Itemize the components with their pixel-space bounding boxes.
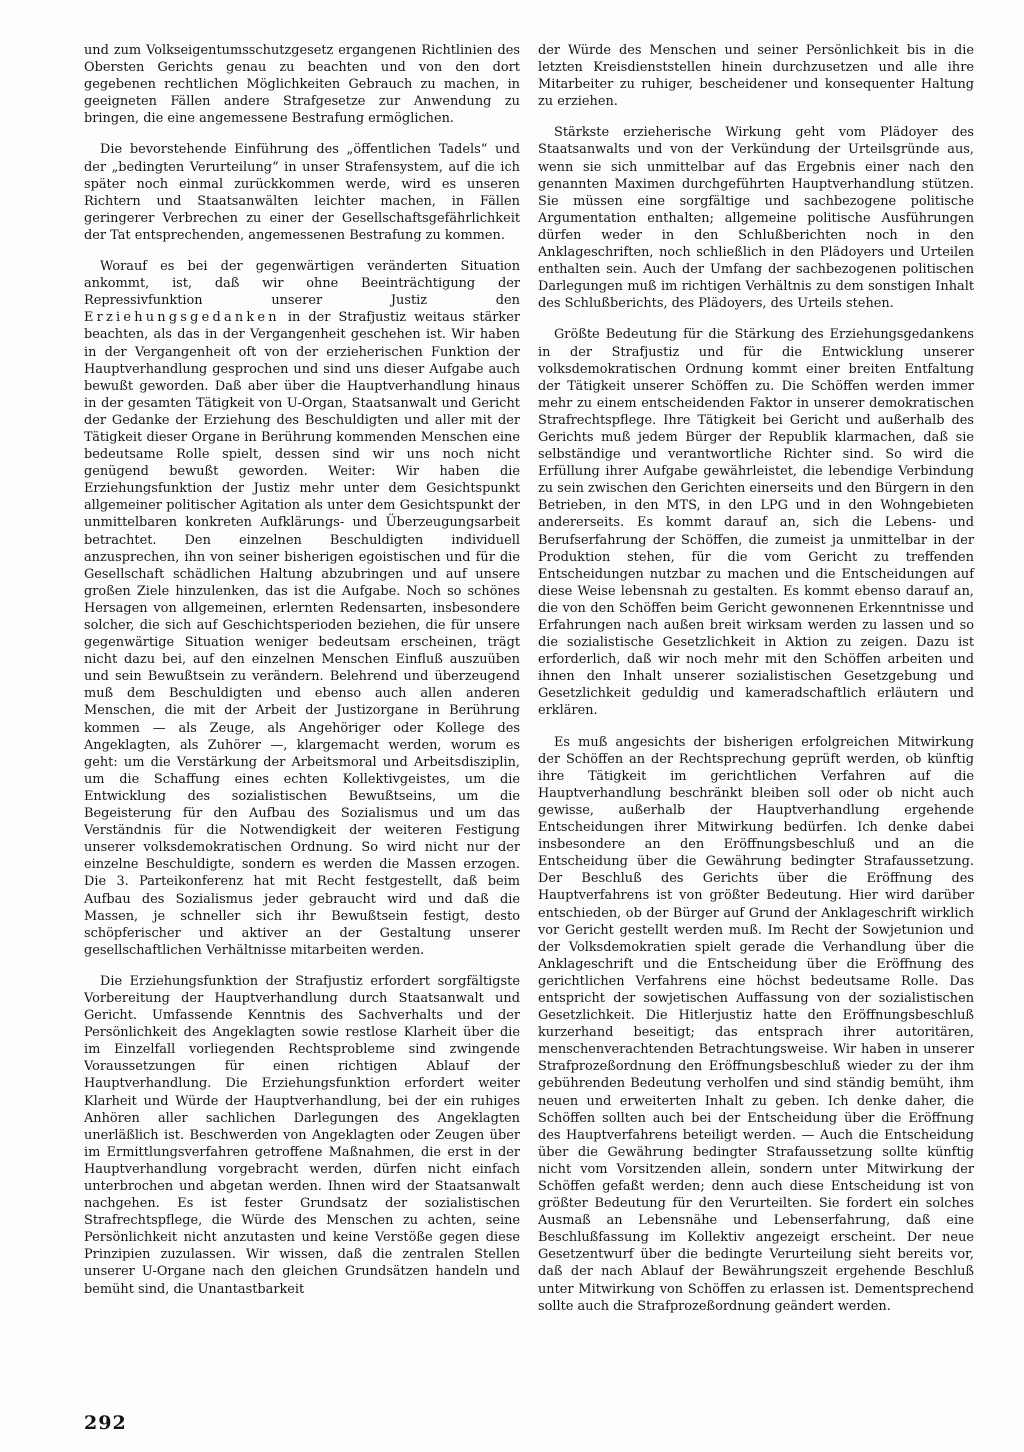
- page-number: 292: [84, 1412, 127, 1434]
- paragraph: und zum Volkseigentumsschutzgesetz ergangenen Richtlinien des Obersten Gerichts genau zu beachten und von den dort gegebenen rechtlichen Möglichkeiten Gebrauch zu machen, in geeigneten Fällen andere Strafgesetze zur Anwendung zu bringen, die eine angemessene Bestrafung ermöglichen.: [84, 43, 520, 127]
- paragraph: [84, 258, 520, 959]
- paragraph: Die Erziehungsfunktion der Strafjustiz erfordert sorgfältigste Vorbereitung der Hauptverhandlung durch Staatsanwalt und Gericht. Umfassende Kenntnis des Sachverhalts und der Persönlichkeit des Angeklagten sowie restlose Klarheit über die im Einzelfall vorliegenden Rechtsprobleme sind zwingende Voraussetzungen für einen richtigen Ablauf der Hauptverhandlung. Die Erziehungsfunktion erfordert weiter Klarheit und Würde der Hauptverhandlung, bei der ein ruhiges Anhören aller sachlichen Darlegungen des Angeklagten unerläßlich ist. Beschwerden von Angeklagten oder Zeugen über im Ermittlungsverfahren getroffene Maßnahmen, die erst in der Hauptverhandlung vorgebracht werden, dürfen nicht einfach unterbrochen und abgetan werden. Ihnen wird der Staatsanwalt nachgehen. Es ist fester Grundsatz der sozialistischen Strafrechtspflege, die Würde des Menschen zu achten, seine Persönlichkeit nicht anzutasten und keine Verstöße gegen diese Prinzipien zuzulassen. Wir wissen, daß die zentralen Stellen unserer U-Organe nach den gleichen Grundsätzen handeln und bemüht sind, die Unantastbarkeit: [84, 973, 520, 1297]
- paragraph: Stärkste erzieherische Wirkung geht vom Plädoyer des Staatsanwalts und von der Verkündung der Urteilsgründe aus, wenn sie sich unmittelbar auf das Ergebnis einer nach den genannten Maximen durchgeführten Hauptverhandlung stützen. Sie müssen eine sorgfältige und sachbezogene politische Argumentation enthalten; allgemeine politische Ausführungen dürfen weder in den Schlußberichten noch in den Anklageschriften, noch schließlich in den Plädoyers und Urteilen enthalten sein. Auch der Umfang der sachbezogenen politischen Darlegungen muß im richtigen Verhältnis zu dem sonstigen Inhalt des Schlußberichts, des Plädoyers, des Urteils stehen.: [538, 125, 974, 312]
- right-column: [538, 42, 974, 1329]
- paragraph: Die bevorstehende Einführung des „öffentlichen Tadels“ und der „bedingten Verurteilung“ in unser Strafensystem, auf die ich später noch einmal zurückkommen werde, wird es unseren Richtern und Staatsanwälten leichter machen, in Fällen geringerer Verbrechen zu einer der Gesellschaftsgefährlichkeit der Tat entsprechenden, angemessenen Bestrafung zu kommen.: [84, 142, 520, 243]
- paragraph: Es muß angesichts der bisherigen erfolgreichen Mitwirkung der Schöffen an der Rechtsprechung geprüft werden, ob künftig ihre Tätigkeit im gerichtlichen Verfahren auf die Hauptverhandlung beschränkt bleiben soll oder ob nicht auch gewisse, außerhalb der Hauptverhandlung ergehende Entscheidungen ihrer Mitwirkung bedürfen. Ich denke dabei insbesondere an den Eröffnungsbeschluß und an die Entscheidung über die Gewährung bedingter Strafaussetzung. Der Beschluß des Gerichts über die Eröffnung des Hauptverfahrens ist von größter Bedeutung. Hier wird darüber entschieden, ob der Bürger auf Grund der Anklageschrift wirklich vor Gericht gestellt werden muß. Im Recht der Sowjetunion und der Volksdemokratien spielt gerade die Verhandlung über die Anklageschrift und die Entscheidung über die Eröffnung des gerichtlichen Verfahrens eine höchst bedeutsame Rolle. Das entspricht der sowjetischen Auffassung von der sozialistischen Gesetzlichkeit. Die Hitlerjustiz hatte den Eröffnungsbeschluß kurzerhand beseitigt; das entsprach ihrer autoritären, menschenverachtenden Betrachtungsweise. Wir haben in unserer Strafprozeßordnung den Eröffnungsbeschluß wieder zu der ihm gebührenden Bedeutung verholfen und sind ständig bemüht, ihm neuen und erweiterten Inhalt zu geben. Ich denke daher, die Schöffen sollten auch bei der Entscheidung über die Eröffnung des Hauptverfahrens beteiligt werden. — Auch die Entscheidung über die Gewährung bedingter Strafaussetzung sollte künftig nicht vom Vorsitzenden allein, sondern unter Mitwirkung der Schöffen gefaßt werden; denn auch diese Entscheidung ist von größter Bedeutung für den Verurteilten. Sie fordert ein solches Ausmaß an Lebensnähe und Lebenserfahrung, daß eine Beschlußfassung im Kollektiv angezeigt erscheint. Der neue Gesetzentwurf über die bedingte Verurteilung sieht bereits vor, daß der nach Ablauf der Bewährungszeit ergehende Beschluß unter Mitwirkung von Schöffen zu erlassen ist. Dementsprechend sollte auch die Strafprozeßordnung geändert werden.: [538, 734, 974, 1314]
- paragraph: der Würde des Menschen und seiner Persönlichkeit bis in die letzten Kreisdienststellen hinein durchzusetzen und alle ihre Mitarbeiter zu ruhiger, bescheidener und konsequenter Haltung zu erziehen.: [538, 43, 974, 110]
- paragraph-text: in der Strafjustiz weitaus stärker beachten, als das in der Vergangenheit geschehen ist. Wir haben in der Vergangenheit oft von der erzieherischen Funktion der Hauptverhandlung gesprochen und sind uns dieser Aufgabe auch bewußt geworden. Daß aber über die Hauptverhandlung hinaus in der gesamten Tätigkeit von U-Organ, Staatsanwalt und Gericht der Gedanke der Erziehung des Beschuldigten und aller mit der Tätigkeit dieser Organe in Berührung kommenden Menschen eine bedeutsame Rolle spielt, dessen sind wir uns noch nicht genügend bewußt geworden. Weiter: Wir haben die Erziehungsfunktion der Justiz mehr unter dem Gesichtspunkt allgemeiner politischer Agitation als unter dem Gesichtspunkt der unmittelbaren konkreten Aufklärungs- und Überzeugungsarbeit betrachtet. Den einzelnen Beschuldigten individuell anzusprechen, ihn von seiner bisherigen egoistischen und für die Gesellschaft schädlichen Haltung abzubringen und auf unsere großen Ziele hinzulenken, das ist die Aufgabe. Noch so schönes Hersagen von allgemeinen, erlernten Redensarten, insbesondere solcher, die sich auf Geschichtsperioden beziehen, die für unsere gegenwärtige Situation weniger bedeutsam erscheinen, trägt nicht dazu bei, auf den einzelnen Menschen Einfluß auszuüben und sein Bewußtsein zu verändern. Belehrend und überzeugend muß dem Beschuldigten und ebenso auch allen anderen Menschen, die mit der Arbeit der Justizorgane in Berührung kommen — als Zeuge, als Angehöriger oder Kollege des Angeklagten, als Zuhörer —, klargemacht werden, worum es geht: um die Verstärkung der Arbeitsmoral und Arbeitsdisziplin, um die Schaffung eines echten Kollektivgeistes, um die Entwicklung des sozialistischen Bewußtseins, um die Begeisterung für den Aufbau des Sozialismus und um das Verständnis für die Notwendigkeit der weiteren Festigung unserer volksdemokratischen Ordnung. So wird nicht nur der einzelne Beschuldigte, sondern es werden die Massen erzogen. Die 3. Parteikonferenz hat mit Recht festgestellt, daß beim Aufbau des Sozialismus jeder gebraucht wird und daß die Massen, je schneller sich ihr Bewußtsein festigt, desto schöpferischer und aktiver an der Gestaltung unserer gesellschaftlichen Verhältnisse mitarbeiten werden.: [84, 310, 520, 958]
- paragraph: Größte Bedeutung für die Stärkung des Erziehungsgedankens in der Strafjustiz und für die Entwicklung unserer volksdemokratischen Ordnung kommt einer breiten Entfaltung der Tätigkeit unserer Schöffen zu. Die Schöffen werden immer mehr zu einem entscheidenden Faktor in unserer demokratischen Strafrechtspflege. Ihre Tätigkeit bei Gericht und außerhalb des Gerichts muß jedem Bürger der Republik klarmachen, daß sie selbständige und verantwortliche Richter sind. So wird die Erfüllung ihrer Aufgabe gewährleistet, die lebendige Verbindung zu sein zwischen den Gerichten einerseits und den Bürgern in den Betrieben, in den MTS, in den LPG und in den Wohngebieten andererseits. Es kommt darauf an, sich die Lebens- und Berufserfahrung der Schöffen, die zumeist ja unmittelbar in der Produktion stehen, für die vom Gericht zu treffenden Entscheidungen nutzbar zu machen und die Entscheidungen auf diese Weise lebensnah zu gestalten. Es kommt ebenso darauf an, die von den Schöffen beim Gericht gewonnenen Erkenntnisse und Erfahrungen nach außen breit wirksam werden zu lassen und so die sozialistische Gesetzlichkeit in Aktion zu zeigen. Dazu ist erforderlich, daß wir noch mehr mit den Schöffen arbeiten und ihnen den Inhalt unserer sozialistischen Gesetzgebung und Gesetzlichkeit geduldig und kameradschaftlich erläutern und erklären.: [538, 327, 974, 719]
- emphasized-term: Erziehungsgedanken: [84, 310, 280, 326]
- paragraph-text: Worauf es bei der gegenwärtigen veränderten Situation ankommt, ist, daß wir ohne Beeinträchtigung der Repressivfunktion unserer Justiz den: [84, 259, 520, 309]
- left-column: [84, 42, 520, 1312]
